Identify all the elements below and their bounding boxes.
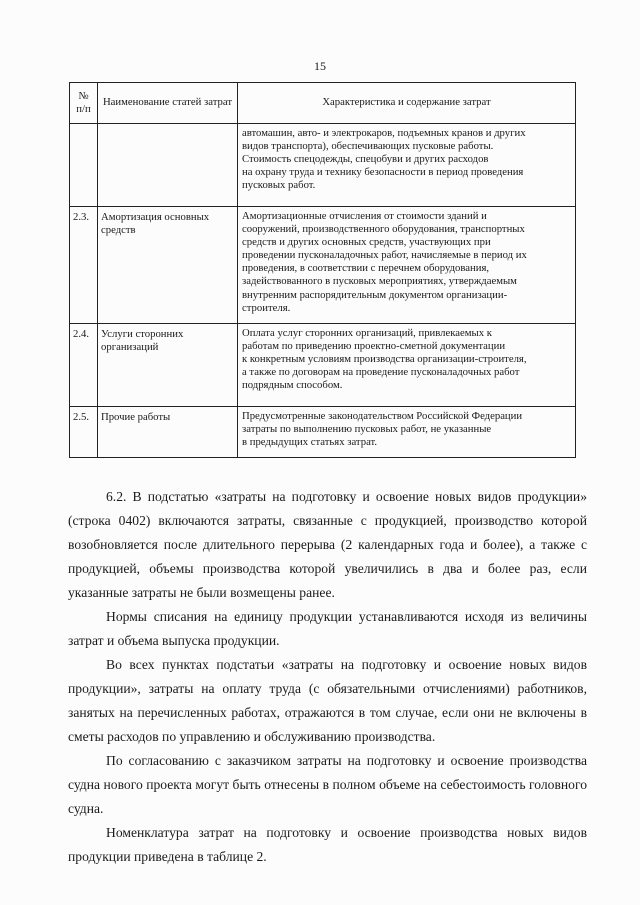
row-item-name: Услуги сторонних организаций	[98, 324, 238, 407]
row-description: Предусмотренные законодательством Российской Федерации затраты по выполнению пусковых работ, не указанные в предыдущих статьях затрат.	[238, 407, 576, 458]
table-header-row	[70, 83, 576, 124]
header-item-name: Наименование статей затрат	[98, 83, 238, 124]
row-number	[70, 124, 98, 207]
page-number: 15	[314, 59, 326, 73]
paragraph-write-off-norms: Нормы списания на единицу продукции устанавливаются исходя из величины затрат и объема выпуска продукции.	[68, 609, 587, 648]
paragraph-table-2-reference: Номенклатура затрат на подготовку и освоение производства новых видов продукции приведена в таблице 2.	[68, 825, 587, 864]
row-number: 2.5.	[70, 407, 98, 458]
body-text	[68, 485, 587, 869]
row-description: Оплата услуг сторонних организаций, привлекаемых к работам по приведению проектно-сметной документации к конкретным условиям производства организации-строителя, а также по договорам на проведение пусконаладочных работ подрядным способом.	[238, 324, 576, 407]
paragraph-customer-agreement: По согласованию с заказчиком затраты на подготовку и освоение производства судна нового проекта могут быть отнесены в полном объеме на себестоимость головного судна.	[68, 753, 587, 816]
table-row	[70, 124, 576, 207]
row-item-name: Амортизация основных средств	[98, 207, 238, 324]
row-number: 2.3.	[70, 207, 98, 324]
table-row	[70, 207, 576, 324]
row-description: Амортизационные отчисления от стоимости зданий и сооружений, производственного оборудования, транспортных средств и других основных средств, участвующих при проведении пусконаладочных работ, начисляемые в период их проведения, в соответствии с перечнем оборудования, задействованного в пусковых мероприятиях, утверждаемым внутренним распорядительным документом организации- строителя.	[238, 207, 576, 324]
row-item-name	[98, 124, 238, 207]
table-row	[70, 324, 576, 407]
paragraph-6-2: 6.2. В подстатью «затраты на подготовку и освоение новых видов продукции» (строка 0402) включаются затраты, связанные с продукцией, производство которой возобновляется после длительного перерыва (2 календарных года и более), а также с продукцией, объемы производства которой увеличились в два и более раз, если указанные затраты не были возмещены ранее.	[68, 489, 587, 600]
row-item-name: Прочие работы	[98, 407, 238, 458]
table-row	[70, 407, 576, 458]
cost-items-table	[69, 82, 576, 458]
row-description: автомашин, авто- и электрокаров, подъемных кранов и других видов транспорта), обеспечивающих пусковые работы. Стоимость спецодежды, спецобуви и других расходов на охрану труда и технику безопасности в период проведения пусковых работ.	[238, 124, 576, 207]
header-description: Характеристика и содержание затрат	[238, 83, 576, 124]
row-number: 2.4.	[70, 324, 98, 407]
header-number: № п/п	[70, 83, 98, 124]
paragraph-labor-costs: Во всех пунктах подстатьи «затраты на подготовку и освоение новых видов продукции», затраты на оплату труда (с обязательными отчислениями) работников, занятых на перечисленных работах, отражаются в том случае, если они не включены в сметы расходов по управлению и обслуживанию производства.	[68, 657, 587, 744]
